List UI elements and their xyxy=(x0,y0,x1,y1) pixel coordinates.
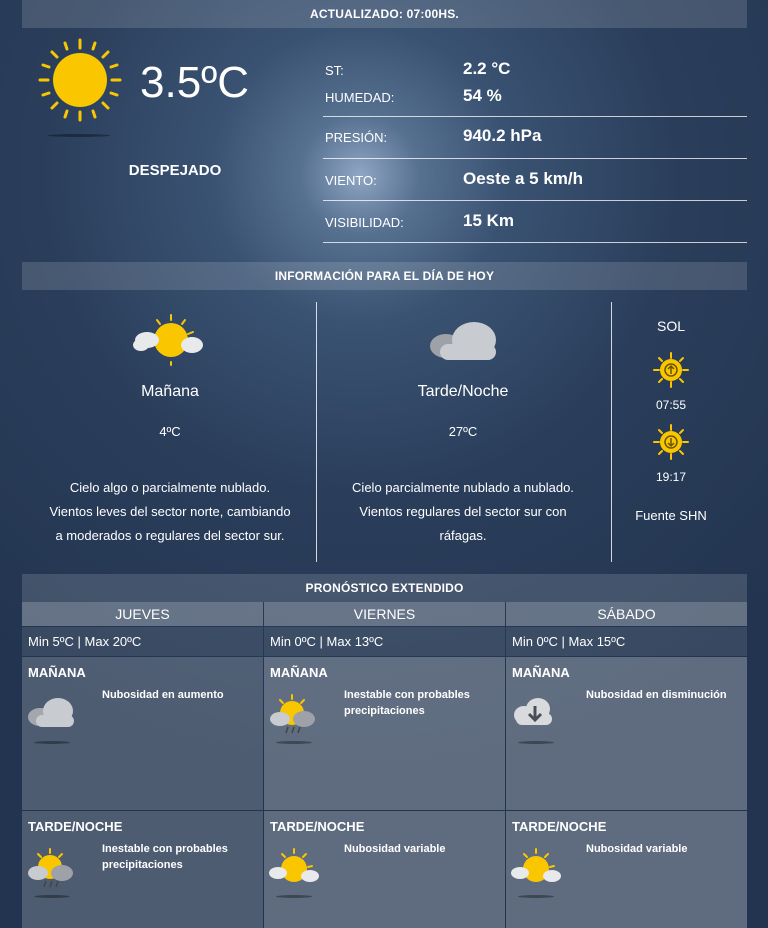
sunrise-icon xyxy=(653,352,689,388)
morning-title: Mañana xyxy=(141,383,199,400)
period-label: MAÑANA xyxy=(28,665,86,680)
forecast-description: Inestable con probables precipitaciones xyxy=(102,843,228,871)
icon-shadow xyxy=(48,134,110,137)
day-header-saturday xyxy=(506,602,747,626)
divider xyxy=(323,158,747,159)
sun-title: SOL xyxy=(656,318,685,334)
evening-temp: 27ºC xyxy=(448,424,478,439)
sunset-time: 19:17 xyxy=(655,470,687,484)
description-line: Cielo algo o parcialmente nublado. xyxy=(69,480,271,495)
today-header xyxy=(22,262,747,290)
minmax: Min 5ºC | Max 20ºC xyxy=(22,627,263,656)
cloud-icon xyxy=(428,320,500,362)
visibility-value: 15 Km xyxy=(463,211,515,230)
forecast-description: Nubosidad en aumento xyxy=(102,689,224,701)
partly-cloudy-sun-icon xyxy=(133,315,205,365)
divider xyxy=(323,242,747,243)
divider xyxy=(323,200,747,201)
evening-description xyxy=(323,476,603,548)
forecast-cell xyxy=(264,811,505,928)
sun-icon xyxy=(38,38,122,122)
morning-temp: 4ºC xyxy=(159,424,181,439)
source-label: Fuente SHN xyxy=(635,508,707,523)
today-header-label: INFORMACIÓN PARA EL DÍA DE HOY xyxy=(274,269,495,283)
sun-cloud-rain-icon xyxy=(268,695,318,737)
pressure-value: 940.2 hPa xyxy=(463,126,542,145)
period-label: MAÑANA xyxy=(270,665,328,680)
current-temperature: 3.5ºC xyxy=(140,58,250,107)
sunset-icon xyxy=(653,424,689,460)
updated-bar xyxy=(22,0,747,28)
minmax: Min 0ºC | Max 13ºC xyxy=(264,627,505,656)
icon-shadow xyxy=(276,895,312,898)
humidity-value: 54 % xyxy=(463,86,502,105)
sun-cloud-icon xyxy=(268,849,320,889)
forecast-cell xyxy=(506,657,747,810)
period-label: TARDE/NOCHE xyxy=(512,819,607,834)
description-line: Cielo parcialmente nublado a nublado. xyxy=(352,480,574,495)
period-label: TARDE/NOCHE xyxy=(28,819,123,834)
forecast-cell xyxy=(264,657,505,810)
cloudy-icon xyxy=(26,695,76,729)
divider xyxy=(323,116,747,117)
divider xyxy=(611,302,612,562)
cloud-down-arrow-icon xyxy=(510,695,560,729)
icon-shadow xyxy=(34,895,70,898)
sun-cloud-rain-icon xyxy=(26,849,76,891)
icon-shadow xyxy=(518,741,554,744)
forecast-cell xyxy=(506,811,747,928)
forecast-description: Nubosidad variable xyxy=(586,843,688,855)
humidity-label: HUMEDAD: xyxy=(325,90,395,105)
day-header-thursday xyxy=(22,602,263,626)
minmax: Min 0ºC | Max 15ºC xyxy=(506,627,747,656)
day-name: SÁBADO xyxy=(597,606,656,622)
icon-shadow xyxy=(276,741,312,744)
current-condition: DESPEJADO xyxy=(128,162,222,179)
wind-label: VIENTO: xyxy=(325,173,377,188)
morning-description xyxy=(30,476,310,548)
day-name: VIERNES xyxy=(353,606,416,622)
wind-value: Oeste a 5 km/h xyxy=(463,169,584,188)
st-label: ST: xyxy=(325,63,344,78)
day-header-friday xyxy=(264,602,505,626)
description-line: Vientos regulares del sector sur con xyxy=(359,504,567,519)
updated-label: ACTUALIZADO: 07:00HS. xyxy=(310,7,459,21)
description-line: ráfagas. xyxy=(439,528,487,543)
forecast-description: Nubosidad variable xyxy=(344,843,446,855)
icon-shadow xyxy=(34,741,70,744)
description-line: Vientos leves del sector norte, cambiando xyxy=(49,504,291,519)
forecast-cell xyxy=(22,657,263,810)
evening-title: Tarde/Noche xyxy=(417,383,509,400)
sun-cloud-icon xyxy=(510,849,562,889)
extended-header-label: PRONÓSTICO EXTENDIDO xyxy=(305,581,464,595)
icon-shadow xyxy=(518,895,554,898)
day-name: JUEVES xyxy=(115,606,170,622)
divider xyxy=(316,302,317,562)
period-label: TARDE/NOCHE xyxy=(270,819,365,834)
forecast-description: Nubosidad en disminución xyxy=(586,689,727,701)
st-value: 2.2 °C xyxy=(463,59,511,78)
forecast-cell xyxy=(22,811,263,928)
forecast-description: Inestable con probables precipitaciones xyxy=(344,689,470,717)
description-line: a moderados o regulares del sector sur. xyxy=(55,528,285,543)
period-label: MAÑANA xyxy=(512,665,570,680)
sunrise-time: 07:55 xyxy=(655,398,687,412)
visibility-label: VISIBILIDAD: xyxy=(325,215,404,230)
extended-header xyxy=(22,574,747,602)
pressure-label: PRESIÓN: xyxy=(325,130,388,145)
